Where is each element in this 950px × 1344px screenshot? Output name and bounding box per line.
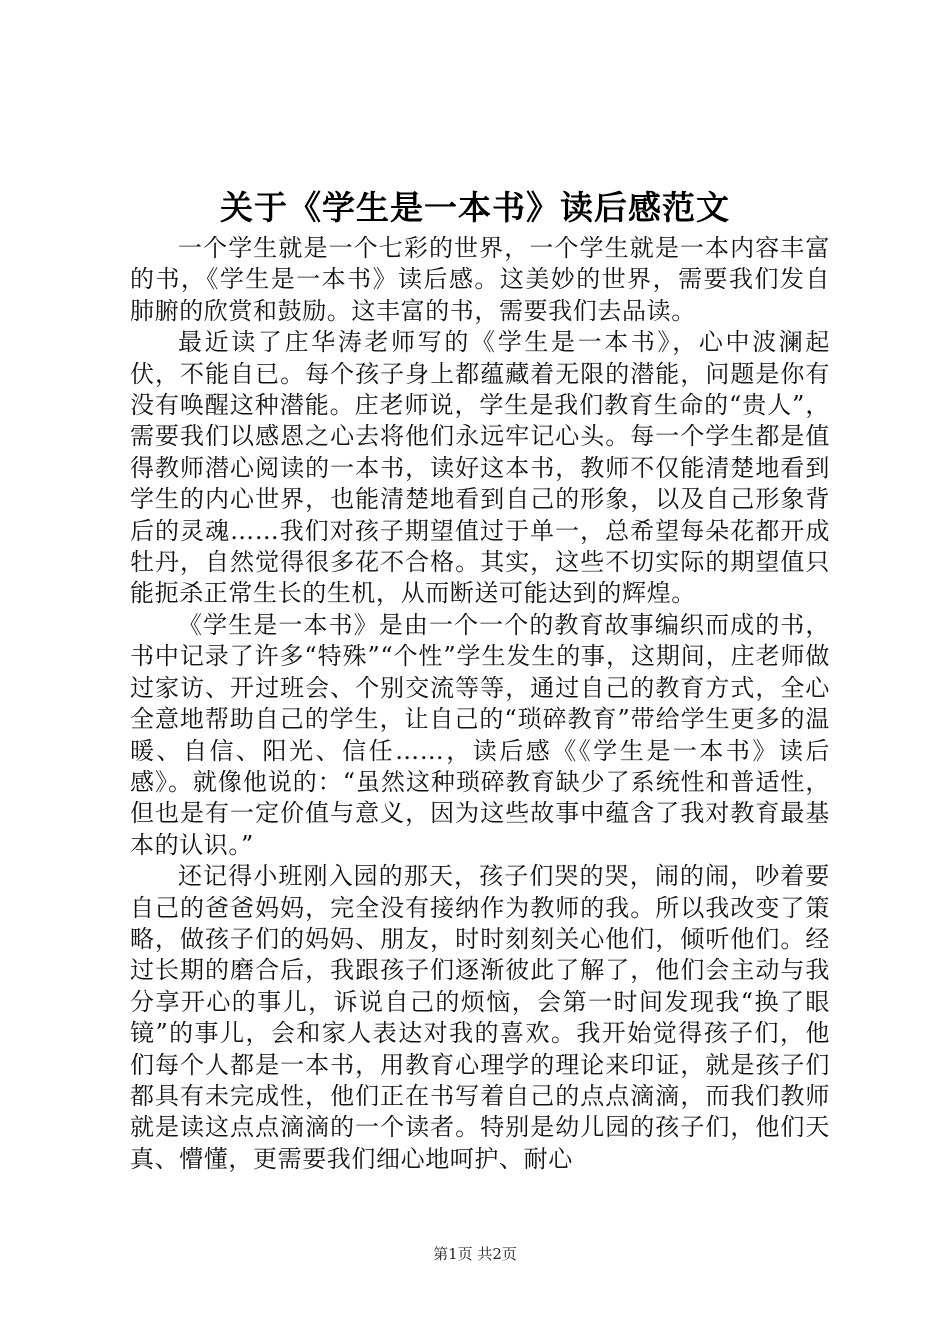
paragraph: 最近读了庄华涛老师写的《学生是一本书》，心中波澜起伏，不能自已。每个孩子身上都蕴藏着无限的潜能，问题是你有没有唤醒这种潜能。庄老师说，学生是我们教育生命的“贵人”，需要我们以感恩之心去将他们永远牢记心头。每一个学生都是值得教师潜心阅读的一本书，读好这本书，教师不仅能清楚地看到学生的内心世界，也能清楚地看到自己的形象，以及自己形象背后的灵魂……我们对孩子期望值过于单一，总希望每朵花都开成牡丹，自然觉得很多花不合格。其实，这些不切实际的期望值只能扼杀正常生长的生机，从而断送可能达到的辉煌。 (130, 328, 830, 608)
paragraph: 《学生是一本书》是由一个一个的教育故事编织而成的书，书中记录了许多“特殊”“个性”学生发生的事，这期间，庄老师做过家访、开过班会、个别交流等等，通过自己的教育方式，全心全意地帮助自己的学生，让自己的“琐碎教育”带给学生更多的温暖、自信、阳光、信任……，读后感《《学生是一本书》读后感》。就像他说的：“虽然这种琐碎教育缺少了系统性和普适性，但也是有一定价值与意义，因为这些故事中蕴含了我对教育最基本的认识。” (130, 610, 830, 859)
paragraph: 一个学生就是一个七彩的世界，一个学生就是一本内容丰富的书，《学生是一本书》读后感。这美妙的世界，需要我们发自肺腑的欣赏和鼓励。这丰富的书，需要我们去品读。 (130, 234, 830, 325)
paragraph: 还记得小班刚入园的那天，孩子们哭的哭，闹的闹，吵着要自己的爸爸妈妈，完全没有接纳作为教师的我。所以我改变了策略，做孩子们的妈妈、朋友，时时刻刻关心他们，倾听他们。经过长期的磨合后，我跟孩子们逐渐彼此了解了，他们会主动与我分享开心的事儿，诉说自己的烦恼，会第一时间发现我“换了眼镜”的事儿，会和家人表达对我的喜欢。我开始觉得孩子们，他们每个人都是一本书，用教育心理学的理论来印证，就是孩子们都具有未完成性，他们正在书写着自己的点点滴滴，而我们教师就是读这点点滴滴的一个读者。特别是幼儿园的孩子们，他们天真、懵懂，更需要我们细心地呵护、耐心 (130, 862, 830, 1173)
page-number-footer: 第1页 共2页 (433, 1245, 517, 1263)
document-body (130, 233, 830, 1175)
document-title: 关于《学生是一本书》读后感范文 (220, 188, 730, 227)
